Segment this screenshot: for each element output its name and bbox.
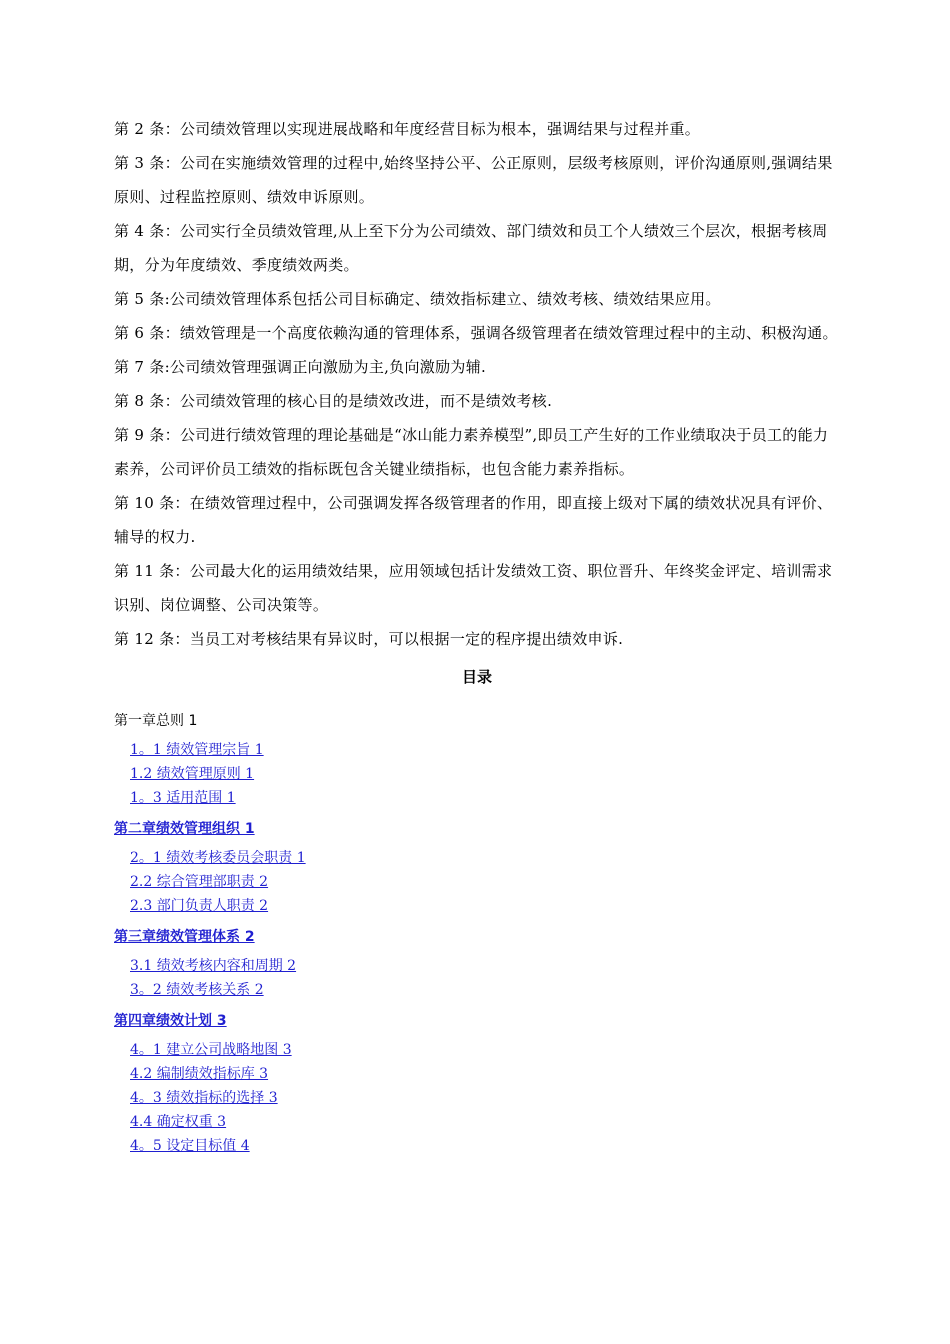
document-page: [114, 112, 840, 1158]
toc-link-2-3[interactable]: 2.3 部门负责人职责 2: [130, 898, 269, 914]
toc-link-4-4[interactable]: 4.4 确定权重 3: [130, 1114, 227, 1130]
toc-link-4-2[interactable]: 4.2 编制绩效指标库 3: [130, 1066, 269, 1082]
toc-chapter-1: 第一章总则 1: [114, 713, 198, 729]
toc-link-4-5[interactable]: 4。5 设定目标值 4: [130, 1138, 250, 1154]
toc-link-2-1[interactable]: 2。1 绩效考核委员会职责 1: [130, 850, 306, 866]
article-6: 第 6 条：绩效管理是一个高度依赖沟通的管理体系，强调各级管理者在绩效管理过程中的主动、积极沟通。: [114, 324, 838, 342]
article-8: 第 8 条：公司绩效管理的核心目的是绩效改进，而不是绩效考核.: [114, 392, 553, 410]
toc-link-2-2[interactable]: 2.2 综合管理部职责 2: [130, 874, 269, 890]
toc-chapter-4[interactable]: 第四章绩效计划 3: [114, 1013, 227, 1029]
toc-link-3-2[interactable]: 3。2 绩效考核关系 2: [130, 982, 264, 998]
article-9: 第 9 条：公司进行绩效管理的理论基础是“冰山能力素养模型”,即员工产生好的工作业绩取决于员工的能力素养，公司评价员工绩效的指标既包含关键业绩指标，也包含能力素养指标。: [114, 426, 829, 478]
toc-title: 目录: [461, 668, 492, 686]
toc-link-1-1[interactable]: 1。1 绩效管理宗旨 1: [130, 742, 264, 758]
article-10: 第 10 条：在绩效管理过程中，公司强调发挥各级管理者的作用，即直接上级对下属的绩效状况具有评价、辅导的权力.: [114, 494, 833, 546]
toc-link-1-3[interactable]: 1。3 适用范围 1: [130, 790, 236, 806]
toc-chapter-2[interactable]: 第二章绩效管理组织 1: [114, 821, 255, 837]
article-3: 第 3 条：公司在实施绩效管理的过程中,始终坚持公平、公正原则，层级考核原则，评价沟通原则,强调结果原则、过程监控原则、绩效申诉原则。: [114, 154, 833, 206]
article-4: 第 4 条：公司实行全员绩效管理,从上至下分为公司绩效、部门绩效和员工个人绩效三个层次，根据考核周期，分为年度绩效、季度绩效两类。: [114, 222, 828, 274]
toc: [114, 704, 840, 1158]
toc-link-3-1[interactable]: 3.1 绩效考核内容和周期 2: [130, 958, 297, 974]
toc-link-4-3[interactable]: 4。3 绩效指标的选择 3: [130, 1090, 278, 1106]
toc-chapter-3[interactable]: 第三章绩效管理体系 2: [114, 929, 255, 945]
toc-link-4-1[interactable]: 4。1 建立公司战略地图 3: [130, 1042, 292, 1058]
toc-link-1-2[interactable]: 1.2 绩效管理原则 1: [130, 766, 255, 782]
article-7: 第 7 条:公司绩效管理强调正向激励为主,负向激励为辅.: [114, 358, 487, 376]
article-2: 第 2 条：公司绩效管理以实现进展战略和年度经营目标为根本，强调结果与过程并重。: [114, 120, 701, 138]
article-11: 第 11 条：公司最大化的运用绩效结果，应用领域包括计发绩效工资、职位晋升、年终奖金评定、培训需求识别、岗位调整、公司决策等。: [114, 562, 833, 614]
article-12: 第 12 条：当员工对考核结果有异议时，可以根据一定的程序提出绩效申诉.: [114, 630, 624, 648]
article-5: 第 5 条:公司绩效管理体系包括公司目标确定、绩效指标建立、绩效考核、绩效结果应用。: [114, 290, 721, 308]
